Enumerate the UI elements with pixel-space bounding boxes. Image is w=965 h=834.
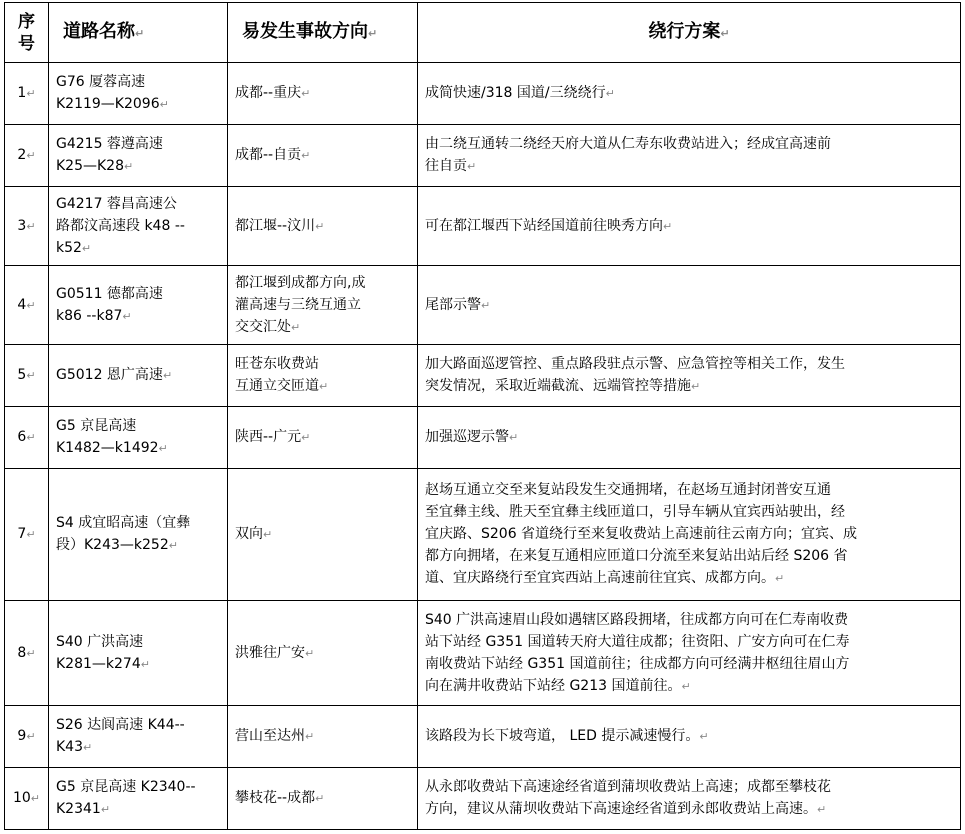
cell-road-name-line: G5 京昆高速	[56, 418, 137, 434]
cell-direction-line: 互通立交匝道↵	[235, 378, 329, 394]
cell-road-name	[49, 706, 228, 768]
cell-plan	[418, 266, 961, 345]
cell-direction-line: 双向↵	[235, 526, 273, 542]
cell-no	[5, 407, 49, 469]
para-mark: ↵	[26, 87, 36, 100]
header-road-name-text: 道路名称	[63, 20, 135, 42]
cell-no-text: 4↵	[17, 296, 36, 313]
table-row	[5, 63, 961, 125]
cell-road-name-line: G5012 恩广高速↵	[56, 367, 173, 383]
cell-direction-line: 陕西--广元↵	[235, 429, 311, 445]
header-plan	[418, 3, 961, 63]
para-mark: ↵	[168, 539, 178, 552]
cell-road-name-line: K2119—K2096↵	[56, 96, 169, 112]
para-mark: ↵	[159, 98, 169, 111]
header-no	[5, 3, 49, 63]
cell-no	[5, 706, 49, 768]
header-no-line-1: 序	[18, 11, 35, 32]
cell-plan-line: 道、宜庆路绕行至宜宾西站上高速前往宜宾、成都方向。↵	[425, 570, 785, 586]
para-mark: ↵	[26, 730, 36, 743]
cell-no-text: 8↵	[17, 644, 36, 661]
cell-plan-line: 尾部示警↵	[425, 296, 491, 313]
cell-road-name-line: k86 --k87↵	[56, 307, 132, 324]
cell-direction	[228, 125, 418, 187]
cell-plan	[418, 63, 961, 125]
para-mark: ↵	[509, 431, 519, 444]
cell-plan-line: S40 广洪高速眉山段如遇辖区路段拥堵，往成都方向可在仁寿南收费	[425, 611, 849, 628]
cell-direction-line: 攀枝花--成都↵	[235, 790, 325, 806]
table-row	[5, 768, 961, 830]
cell-no	[5, 601, 49, 706]
cell-direction	[228, 345, 418, 407]
para-mark: ↵	[605, 87, 615, 100]
cell-plan-line: 加大路面巡逻管控、重点路段驻点示警、应急管控等相关工作，发生	[425, 356, 845, 372]
cell-road-name-line: S26 达阆高速 K44--	[56, 717, 185, 733]
cell-road-name	[49, 601, 228, 706]
cell-road-name	[49, 187, 228, 266]
cell-plan-line: 向在满井收费站下站经 G213 国道前往。↵	[425, 677, 691, 694]
cell-plan-line: 南收费站下站经 G351 国道前往；往成都方向可经满井枢纽往眉山方	[425, 655, 850, 672]
cell-plan-line: 都方向拥堵，在来复互通相应匝道口分流至来复站出站后经 S206 省	[425, 548, 848, 564]
header-no-line-2: 号	[18, 33, 35, 54]
para-mark: ↵	[305, 730, 315, 743]
cell-road-name	[49, 266, 228, 345]
cell-no	[5, 469, 49, 601]
cell-plan-line: 可在都江堰西下站经国道前往映秀方向↵	[425, 217, 673, 234]
cell-direction-line: 交交汇处↵	[235, 318, 301, 335]
cell-plan	[418, 345, 961, 407]
cell-no	[5, 63, 49, 125]
para-mark: ↵	[301, 87, 311, 100]
cell-plan-line: 赵场互通立交至来复站段发生交通拥堵，在赵场互通封闭普安互通	[425, 482, 831, 498]
header-direction	[228, 3, 418, 63]
cell-road-name-line: G4215 蓉遵高速	[56, 136, 163, 152]
cell-plan-line: 突发情况，采取近端截流、远端管控等措施↵	[425, 378, 701, 394]
cell-road-name-line: 段）K243—k252↵	[56, 537, 178, 553]
cell-no	[5, 345, 49, 407]
para-mark: ↵	[720, 26, 730, 40]
para-mark: ↵	[81, 241, 92, 255]
cell-plan-line: 宜庆路、S206 省道绕行至来复收费站上高速前往云南方向；宜宾、成	[425, 526, 858, 542]
cell-plan-line: 成简快速/318 国道/三绕绕行↵	[425, 85, 615, 101]
cell-plan-line: 加强巡逻示警↵	[425, 429, 519, 445]
cell-plan-line: 从永郎收费站下高速途经省道到蒲坝收费站上高速；成都至攀枝花	[425, 779, 831, 795]
cell-plan	[418, 768, 961, 830]
para-mark: ↵	[691, 380, 701, 393]
cell-direction-line: 旺苍东收费站	[235, 356, 319, 372]
cell-direction	[228, 601, 418, 706]
para-mark: ↵	[315, 219, 325, 233]
para-mark: ↵	[291, 320, 301, 334]
para-mark: ↵	[467, 160, 477, 173]
para-mark: ↵	[158, 442, 168, 455]
para-mark: ↵	[301, 149, 311, 162]
header-direction-text: 易发生事故方向	[242, 20, 368, 42]
cell-road-name-line: G4217 蓉昌高速公	[56, 195, 177, 212]
para-mark: ↵	[368, 26, 378, 40]
para-mark: ↵	[301, 431, 311, 444]
cell-no	[5, 125, 49, 187]
para-mark: ↵	[817, 803, 827, 816]
cell-road-name-line: S4 成宜昭高速（宜彝	[56, 515, 191, 531]
cell-plan	[418, 601, 961, 706]
cell-no-text: 1↵	[17, 85, 36, 101]
cell-direction	[228, 768, 418, 830]
header-row	[5, 3, 961, 63]
para-mark: ↵	[681, 679, 691, 693]
cell-direction-line: 都江堰到成都方向,成	[235, 274, 366, 291]
para-mark: ↵	[663, 219, 673, 233]
header-road-name	[49, 3, 228, 63]
para-mark: ↵	[140, 657, 150, 671]
table-row	[5, 706, 961, 768]
para-mark: ↵	[124, 160, 134, 173]
header-plan-text: 绕行方案	[648, 20, 721, 42]
cell-plan-line: 方向，建议从蒲坝收费站下高速途经省道到永郎收费站上高速。↵	[425, 801, 827, 817]
cell-road-name-line: 路都汶高速段 k48 --	[56, 217, 185, 234]
table-row	[5, 266, 961, 345]
cell-road-name-line: K43↵	[56, 739, 93, 755]
cell-road-name-line: G5 京昆高速 K2340--	[56, 779, 196, 795]
cell-no	[5, 266, 49, 345]
cell-plan	[418, 706, 961, 768]
para-mark: ↵	[26, 149, 36, 162]
cell-no-text: 9↵	[17, 728, 36, 744]
cell-direction	[228, 469, 418, 601]
cell-no	[5, 768, 49, 830]
table-row	[5, 407, 961, 469]
cell-road-name-line: G0511 德都高速	[56, 285, 163, 302]
para-mark: ↵	[30, 792, 41, 805]
cell-plan	[418, 187, 961, 266]
cell-plan-line: 该路段为长下坡弯道， LED 提示减速慢行。↵	[425, 728, 709, 744]
para-mark: ↵	[315, 792, 325, 805]
cell-direction-line: 洪雅往广安↵	[235, 644, 315, 661]
table-row	[5, 345, 961, 407]
cell-road-name	[49, 768, 228, 830]
cell-road-name-line: G76 厦蓉高速	[56, 74, 146, 90]
cell-road-name-line: K281—k274↵	[56, 655, 150, 672]
cell-no-text: 10↵	[12, 790, 41, 806]
cell-direction-line: 营山至达州↵	[235, 728, 315, 744]
route-table	[4, 2, 961, 830]
cell-no-text: 5↵	[17, 367, 36, 383]
para-mark: ↵	[26, 431, 36, 444]
cell-plan-line: 站下站经 G351 国道转天府大道往成都；往资阳、广安方向可在仁寿	[425, 633, 850, 650]
cell-road-name	[49, 407, 228, 469]
cell-plan	[418, 469, 961, 601]
para-mark: ↵	[305, 646, 315, 660]
cell-plan	[418, 407, 961, 469]
para-mark: ↵	[83, 741, 93, 754]
para-mark: ↵	[135, 26, 145, 40]
cell-no-text: 2↵	[17, 147, 36, 163]
cell-direction	[228, 187, 418, 266]
cell-no-text: 3↵	[17, 217, 36, 234]
cell-plan-line: 由二绕互通转二绕经天府大道从仁寿东收费站进入；经成宜高速前	[425, 136, 831, 152]
cell-plan	[418, 125, 961, 187]
cell-road-name	[49, 125, 228, 187]
para-mark: ↵	[26, 219, 36, 233]
para-mark: ↵	[26, 369, 36, 382]
cell-direction-line: 灌高速与三绕互通立	[235, 296, 361, 313]
para-mark: ↵	[162, 369, 173, 382]
table-row	[5, 469, 961, 601]
cell-road-name-line: S40 广洪高速	[56, 633, 144, 650]
cell-road-name-line: K25—K28↵	[56, 158, 134, 174]
para-mark: ↵	[319, 380, 329, 393]
cell-direction	[228, 706, 418, 768]
para-mark: ↵	[122, 309, 132, 323]
para-mark: ↵	[263, 528, 273, 541]
cell-direction-line: 成都--重庆↵	[235, 85, 311, 101]
cell-direction	[228, 63, 418, 125]
cell-no	[5, 187, 49, 266]
cell-direction	[228, 407, 418, 469]
table-row	[5, 187, 961, 266]
para-mark: ↵	[699, 730, 709, 743]
cell-road-name	[49, 345, 228, 407]
cell-road-name-line: k52↵	[56, 239, 92, 256]
para-mark: ↵	[481, 298, 491, 312]
para-mark: ↵	[26, 298, 36, 312]
cell-road-name	[49, 469, 228, 601]
cell-plan-line: 往自贡↵	[425, 158, 477, 174]
cell-road-name-line: K2341↵	[56, 801, 111, 817]
cell-no-text: 7↵	[17, 526, 36, 542]
cell-road-name	[49, 63, 228, 125]
para-mark: ↵	[26, 528, 36, 541]
cell-no-text: 6↵	[17, 429, 36, 445]
cell-direction-line: 成都--自贡↵	[235, 147, 311, 163]
cell-road-name-line: K1482—k1492↵	[56, 440, 168, 456]
cell-direction	[228, 266, 418, 345]
para-mark: ↵	[100, 803, 111, 816]
cell-plan-line: 至宜彝主线、胜天至宜彝主线匝道口，引导车辆从宜宾西站驶出，经	[425, 504, 845, 520]
cell-direction-line: 都江堰--汶川↵	[235, 217, 325, 234]
table-row	[5, 601, 961, 706]
para-mark: ↵	[775, 572, 785, 585]
table-row	[5, 125, 961, 187]
para-mark: ↵	[26, 646, 36, 660]
